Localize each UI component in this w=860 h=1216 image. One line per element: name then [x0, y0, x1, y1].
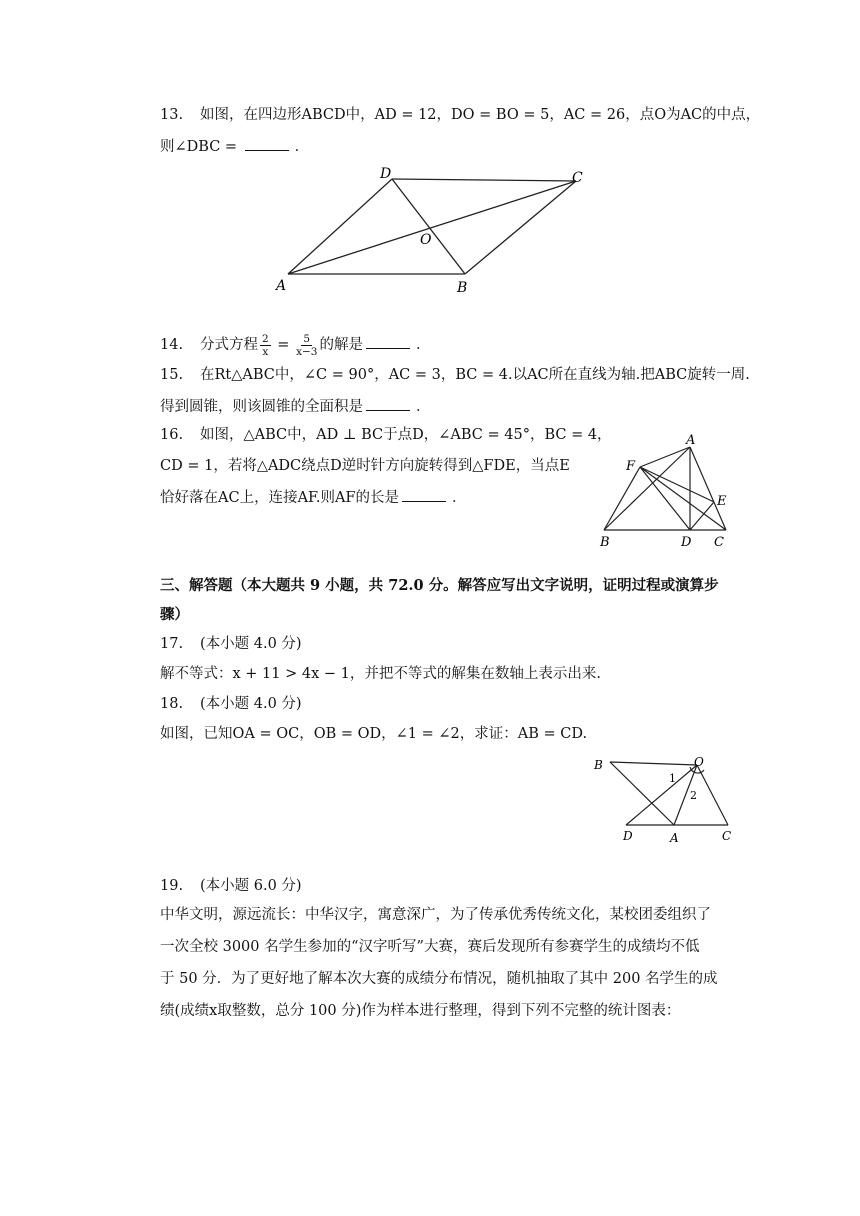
q14-tail: ． — [415, 337, 431, 353]
q19-score: (本小题 6.0 分) — [200, 878, 302, 894]
q19-para-line3: 于 50 分．为了更好地了解本次大赛的成绩分布情况，随机抽取了其中 200 名学生的成 — [160, 971, 718, 987]
q13-figure — [270, 162, 600, 300]
q14-frac2-den: x−3 — [296, 345, 318, 358]
q13-segment-ac — [288, 181, 576, 274]
q18-label-o: O — [694, 755, 704, 769]
q14-fraction-right — [296, 333, 317, 358]
q15-tail: ． — [416, 399, 431, 415]
q18-label-d: D — [623, 829, 633, 843]
q15-line2 — [160, 396, 431, 417]
q13-segment-db — [392, 179, 465, 274]
q15-text-line2: 得到圆锥，则该圆锥的全面积是 — [160, 399, 363, 415]
q16-number: 16. — [160, 427, 184, 443]
q18-label-angle1: 1 — [669, 772, 676, 785]
q16-figure — [594, 430, 744, 552]
q14-fraction-left — [260, 333, 271, 358]
q18-label-a: A — [670, 831, 679, 845]
section3-heading-line1 — [160, 576, 719, 596]
q18-label-angle2: 2 — [690, 789, 697, 802]
q15-number: 15. — [160, 367, 184, 383]
q13-label-o: O — [420, 232, 432, 248]
q19-number: 19. — [160, 878, 184, 894]
q16-label-e: E — [717, 494, 727, 509]
q18-header — [160, 694, 302, 714]
q18-figure — [586, 752, 736, 848]
q13-answer-blank[interactable] — [245, 136, 289, 151]
q13-text-line2: 则∠DBC = — [160, 139, 242, 155]
q18-number: 18. — [160, 696, 184, 712]
q17-score: (本小题 4.0 分) — [200, 636, 302, 652]
q13-segment-dc — [392, 179, 576, 181]
q18-segment-od — [626, 765, 697, 825]
q16-answer-blank[interactable] — [402, 487, 446, 502]
section3-heading-line2 — [160, 605, 189, 625]
q16-label-f: F — [626, 459, 636, 474]
q13-segment-bc — [465, 181, 576, 274]
q16-line2 — [160, 456, 570, 476]
q14-line — [160, 331, 430, 359]
section3-heading-text2: 骤） — [160, 606, 189, 623]
q17-header — [160, 634, 302, 654]
q18-text-body: 如图，已知OA = OC，OB = OD，∠1 = ∠2，求证：AB = CD. — [160, 726, 588, 742]
q18-segment-oc — [697, 765, 728, 825]
q14-number: 14. — [160, 337, 184, 353]
q17-number: 17. — [160, 636, 184, 652]
q14-frac2-num: 5 — [303, 332, 311, 345]
q16-text-line1: 如图，△ABC中，AD ⊥ BC于点D，∠ABC = 45°，BC = 4， — [200, 427, 612, 443]
q16-segment-fa — [640, 447, 690, 467]
q13-label-c: C — [572, 170, 583, 186]
q14-frac1-den: x — [262, 345, 269, 358]
q16-label-d: D — [681, 535, 692, 550]
q18-segment-bo — [610, 762, 697, 765]
q16-segment-fb — [604, 467, 640, 530]
q16-segment-ba — [604, 447, 690, 530]
q19-para-line1: 中华文明，源远流长：中华汉字，寓意深广，为了传承优秀传统文化，某校团委组织了 — [160, 907, 711, 923]
q15-answer-blank[interactable] — [366, 396, 410, 411]
q17-text — [160, 664, 601, 684]
q13-line2 — [160, 136, 309, 157]
q17-text-body: 解不等式：x + 11 > 4x − 1，并把不等式的解集在数轴上表示出来. — [160, 666, 601, 682]
q19-para-line4: 绩(成绩x取整数，总分 100 分)作为样本进行整理，得到下列不完整的统计图表： — [160, 1003, 681, 1019]
q19-header — [160, 876, 302, 896]
q16-text-line2: CD = 1，若将△ADC绕点D逆时针方向旋转得到△FDE，当点E — [160, 458, 570, 474]
q16-tail: ． — [451, 490, 467, 506]
q13-line1 — [160, 105, 760, 125]
q16-line3 — [160, 487, 466, 508]
q14-post: 的解是 — [319, 337, 363, 353]
q19-paragraph — [160, 899, 732, 1027]
q13-label-d: D — [380, 166, 392, 182]
q18-label-b: B — [594, 758, 603, 772]
q18-label-c: C — [722, 829, 732, 843]
q15-text-line1: 在Rt△ABC中，∠C = 90°，AC = 3，BC = 4.以AC所在直线为轴.把ABC旋转一周. — [200, 367, 750, 383]
q16-label-b: B — [600, 535, 610, 550]
q13-number: 13. — [160, 107, 184, 123]
q13-label-a: A — [276, 278, 287, 294]
q16-label-a: A — [686, 433, 696, 448]
q14-answer-blank[interactable] — [366, 334, 410, 349]
q18-score: (本小题 4.0 分) — [200, 696, 302, 712]
section3-heading-text1: 三、解答题（本大题共 9 小题，共 72.0 分。解答应写出文字说明，证明过程或演算步 — [160, 577, 719, 594]
q14-equals: = — [272, 337, 295, 353]
q16-line1 — [160, 425, 612, 445]
q16-text-line3: 恰好落在AC上，连接AF.则AF的长是 — [160, 490, 399, 506]
q14-pre: 分式方程 — [200, 337, 258, 353]
q13-segment-da — [288, 179, 392, 274]
q13-tail: ． — [294, 139, 310, 155]
q19-para-line2: 一次全校 3000 名学生参加的“汉字听写”大赛，赛后发现所有参赛学生的成绩均不低 — [160, 939, 700, 955]
q15-line1 — [160, 365, 750, 385]
q14-frac1-num: 2 — [262, 332, 269, 345]
q13-label-b: B — [457, 280, 468, 296]
q18-segment-ba — [610, 762, 674, 825]
q18-text — [160, 724, 587, 744]
q13-text-line1: 如图，在四边形ABCD中，AD = 12，DO = BO = 5，AC = 26，点O为AC的中点， — [200, 107, 761, 123]
q16-label-c: C — [714, 535, 724, 550]
